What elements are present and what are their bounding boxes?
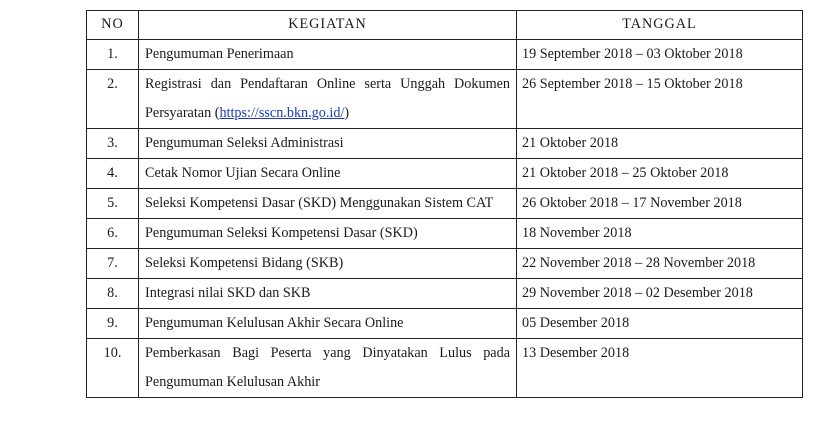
row-number: 4.	[87, 159, 139, 189]
row-kegiatan-text: Registrasi dan Pendaftaran Online serta Unggah Dokumen Persyaratan (	[145, 76, 510, 121]
sscn-link[interactable]: https://sscn.bkn.go.id/	[219, 105, 345, 121]
row-kegiatan: Cetak Nomor Ujian Secara Online	[139, 159, 517, 189]
table-header-row	[87, 11, 803, 40]
header-tanggal: TANGGAL	[517, 11, 803, 40]
row-number: 5.	[87, 189, 139, 219]
row-number: 6.	[87, 219, 139, 249]
row-kegiatan	[139, 70, 517, 129]
table-row	[87, 279, 803, 309]
row-tanggal: 21 Oktober 2018 – 25 Oktober 2018	[517, 159, 803, 189]
row-kegiatan: Pemberkasan Bagi Peserta yang Dinyatakan Lulus pada Pengumuman Kelulusan Akhir	[139, 339, 517, 398]
row-tanggal: 13 Desember 2018	[517, 339, 803, 398]
row-kegiatan: Pengumuman Penerimaan	[139, 40, 517, 70]
row-number: 3.	[87, 129, 139, 159]
table-row	[87, 219, 803, 249]
table-row	[87, 129, 803, 159]
row-number: 10.	[87, 339, 139, 398]
row-tanggal: 05 Desember 2018	[517, 309, 803, 339]
row-kegiatan: Pengumuman Kelulusan Akhir Secara Online	[139, 309, 517, 339]
row-tanggal: 26 Oktober 2018 – 17 November 2018	[517, 189, 803, 219]
row-number: 9.	[87, 309, 139, 339]
schedule-table	[86, 10, 803, 398]
row-kegiatan-text-end: )	[344, 105, 350, 121]
header-no: NO	[87, 11, 139, 40]
row-tanggal: 21 Oktober 2018	[517, 129, 803, 159]
row-tanggal: 26 September 2018 – 15 Oktober 2018	[517, 70, 803, 129]
row-tanggal: 19 September 2018 – 03 Oktober 2018	[517, 40, 803, 70]
row-tanggal: 18 November 2018	[517, 219, 803, 249]
table-row	[87, 309, 803, 339]
row-kegiatan: Seleksi Kompetensi Dasar (SKD) Menggunakan Sistem CAT	[139, 189, 517, 219]
row-tanggal: 22 November 2018 – 28 November 2018	[517, 249, 803, 279]
table-row	[87, 189, 803, 219]
row-number: 1.	[87, 40, 139, 70]
table-row	[87, 249, 803, 279]
row-tanggal: 29 November 2018 – 02 Desember 2018	[517, 279, 803, 309]
table-row	[87, 159, 803, 189]
header-kegiatan: KEGIATAN	[139, 11, 517, 40]
table-row	[87, 40, 803, 70]
row-number: 2.	[87, 70, 139, 129]
row-kegiatan: Pengumuman Seleksi Administrasi	[139, 129, 517, 159]
row-kegiatan: Seleksi Kompetensi Bidang (SKB)	[139, 249, 517, 279]
row-number: 7.	[87, 249, 139, 279]
table-row	[87, 339, 803, 398]
row-kegiatan: Integrasi nilai SKD dan SKB	[139, 279, 517, 309]
row-kegiatan: Pengumuman Seleksi Kompetensi Dasar (SKD)	[139, 219, 517, 249]
row-number: 8.	[87, 279, 139, 309]
table-row	[87, 70, 803, 129]
